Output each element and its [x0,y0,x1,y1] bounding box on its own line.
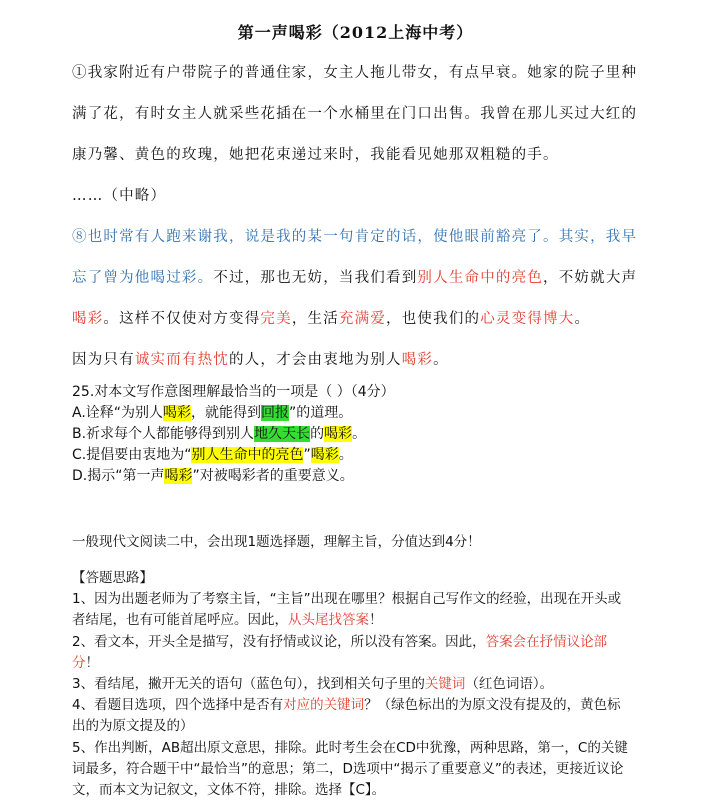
text-run: A.诠释“为别人 [72,405,164,421]
question-stem: 25.对本文写作意图理解最恰当的一项是（ ）（4分） [72,384,395,400]
text-run: 3、看结尾，撇开无关的语句（蓝色句），找到相关句子里的 [72,676,425,693]
option-d [72,466,395,487]
text-run: （红色词语）。 [465,676,554,693]
tip-3 [72,674,632,695]
text-run: 。 [352,426,367,442]
text-run: ”的道理。 [289,405,353,421]
highlight-green: 回报 [261,405,290,421]
text-run: 。 [433,352,449,368]
text-run: C.提倡要由衷地为“ [72,447,192,463]
keyword: 完美 [260,311,292,327]
text-run: 2、看文本，开头全是描写，没有抒情或议论，所以没有答案。因此， [72,633,486,650]
tip-emphasis: 从头尾找答案 [288,612,369,629]
passage-paragraph-1: ①我家附近有户带院子的普通住家，女主人拖儿带女，有点早衰。她家的院子里种满了花，有时女主人就采些花插在一个水桶里在门口出售。我曾在那儿买过大红的康乃馨、黄色的玫瑰，她把花束递过来时，我能看见她那双粗糙的手。 [72,65,638,163]
highlight-yellow: 喝彩 [163,405,192,421]
keyword: 喝彩 [401,352,434,368]
text-run: D.揭示“第一声 [72,468,165,484]
highlight-yellow: 喝彩 [310,447,339,463]
irrelevant-sentence: ⑧也时常有人跑来谢我，说是我的某一句肯定的话，使他眼前豁亮了。其实，我早忘了曾为他喝过彩。 [72,229,638,286]
keyword: 充满爱 [338,311,387,327]
text-run: 不过，那也无妨，当我们看到 [213,270,418,286]
option-b [72,424,395,445]
passage-paragraph-8 [72,217,642,340]
text-run: 。 [574,311,591,327]
text-run: ”对被喝彩者的重要意义。 [192,468,354,484]
text-run: 的人，才会由衷地为别人 [229,352,402,368]
highlight-yellow: 喝彩 [324,426,353,442]
tip-emphasis: 对应的关键词 [283,697,365,714]
option-a [72,403,395,424]
question-block [72,382,395,487]
text-run: ，就能得到 [191,405,262,421]
text-run: ！ [85,654,99,671]
keyword: 别人生命中的亮色 [417,270,544,286]
text-run: ！ [369,612,383,629]
highlight-green: 地久天长 [254,426,311,442]
exam-note: 一般现代文阅读二中，会出现1题选择题，理解主旨，分值达到4分！ [72,534,481,550]
text-run: ，也使我们的 [386,311,481,327]
text-run: ” [303,447,311,463]
page-title: 第一声喝彩（2012上海中考） [237,23,474,42]
highlight-yellow: 别人生命中的亮色 [191,447,304,463]
tip-emphasis: 关键词 [424,676,466,693]
answer-tips [72,568,632,801]
tip-1 [72,589,632,631]
tip-emphasis: 答案会在抒情议论部分 [72,633,608,671]
passage-last-line [72,340,642,381]
highlight-yellow: 喝彩 [164,468,193,484]
text-run: ，不妨就大声 [543,270,638,286]
text-run: 的 [310,426,325,442]
tip-5: 5、作出判断，AB超出原文意思，排除。此时考生会在CD中犹豫，两种思路，第一，C的关键词最多，符合题干中“最恰当”的意思；第二，D选项中“揭示了重要意义”的表述，更接近议论文，而本文为记叙文，文体不符，排除。选择【C】。 [72,739,628,799]
text-run: ，生活 [291,311,339,327]
keyword: 喝彩 [72,311,104,327]
keyword: 诚实而有热忱 [134,352,230,368]
tip-4 [72,695,632,737]
text-run: 1、因为出题老师为了考察主旨，“主旨”出现在哪里？根据自己写作文的经验，出现在开头或者结尾，也有可能首尾呼应。因此， [72,591,622,629]
tip-2 [72,632,632,674]
tips-header: 【答题思路】 [72,570,153,586]
keyword: 心灵变得博大 [480,311,575,327]
text-run: B.祈求每个人都能够得到别人 [72,426,255,442]
text-run: 。这样不仅使对方变得 [103,311,261,327]
text-run: 因为只有 [72,352,135,368]
text-run: ？（绿色标出的为原文没有提及的，黄色标出的为原文提及的） [72,697,621,735]
text-run: 。 [338,447,353,463]
passage-ellipsis: ……（中略） [72,188,167,204]
option-c [72,445,395,466]
text-run: 4、看题目选项，四个选择中是否有 [72,697,284,714]
